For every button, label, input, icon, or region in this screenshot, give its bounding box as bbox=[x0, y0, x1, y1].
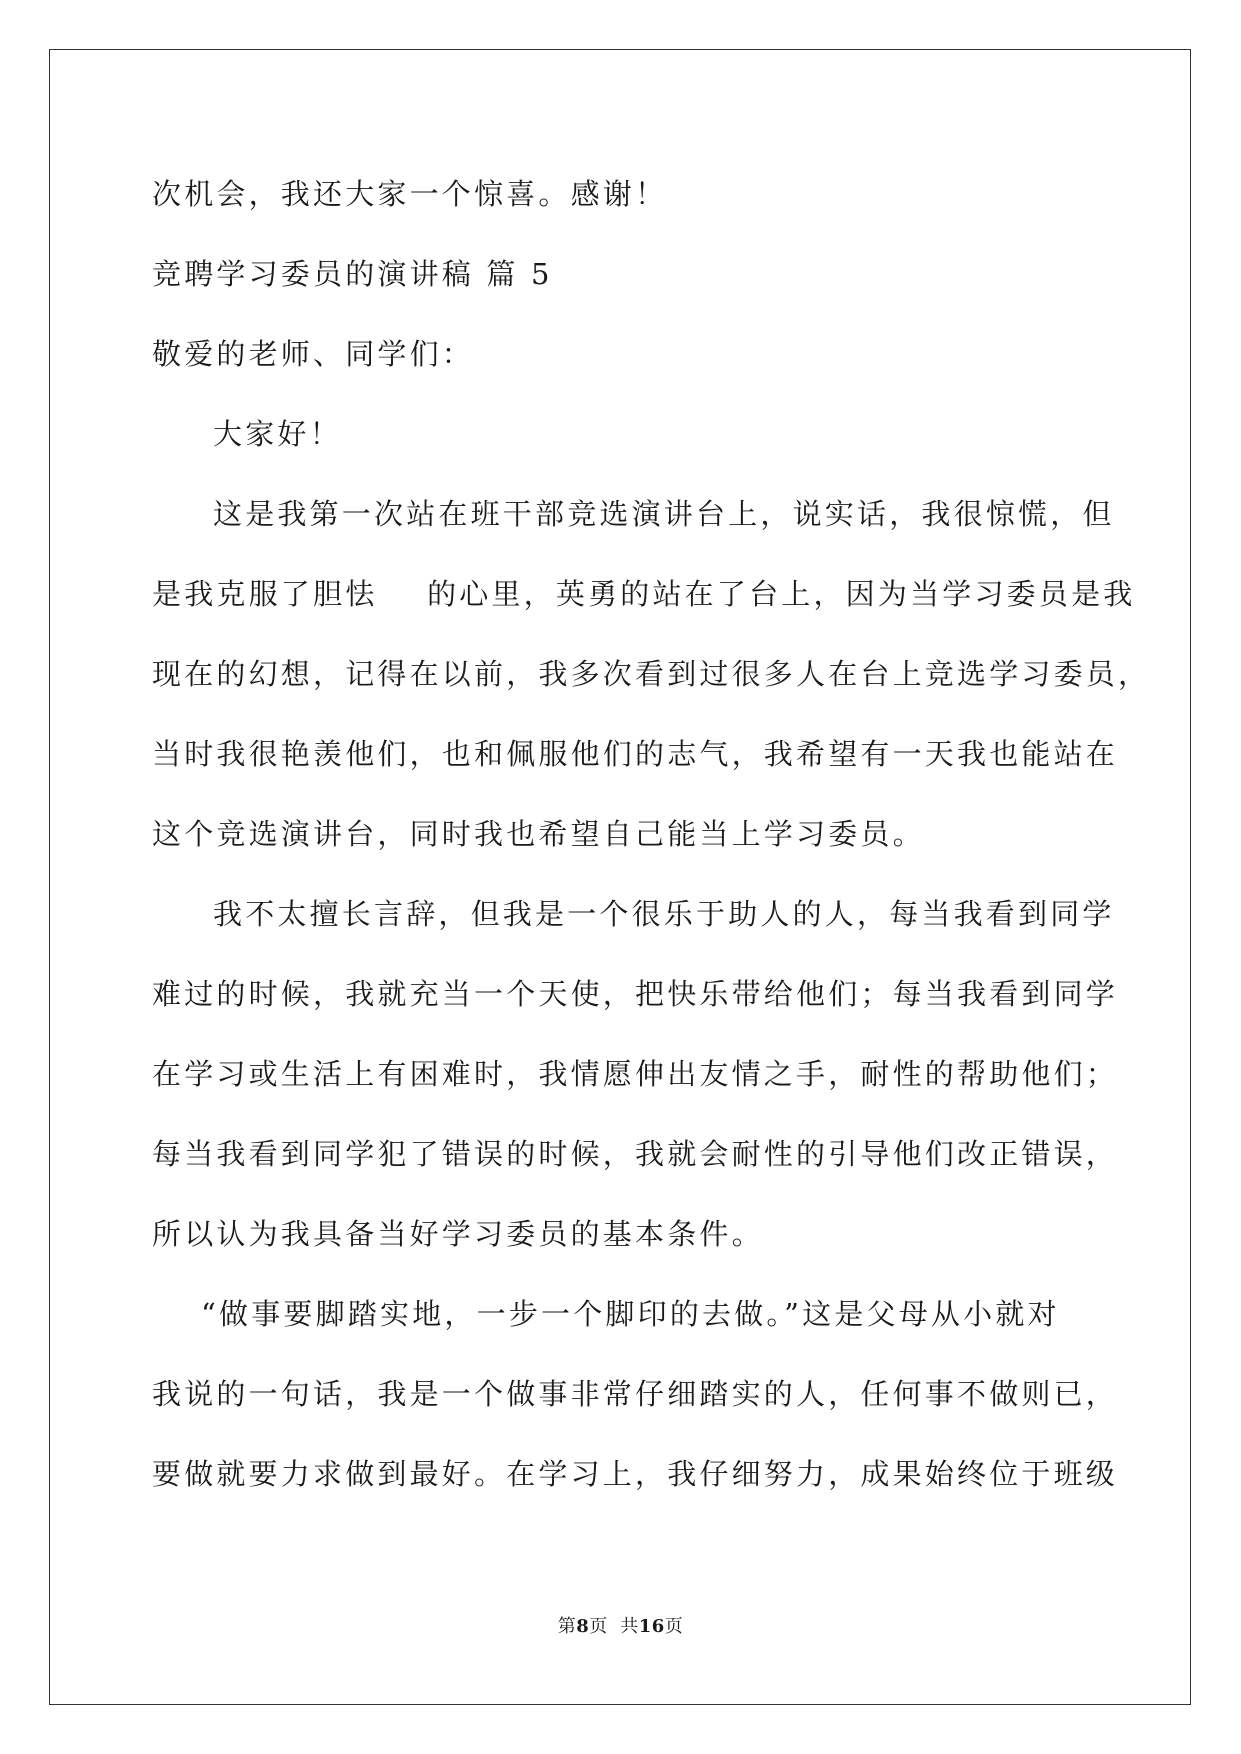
footer-middle: 页 共 bbox=[589, 1616, 639, 1637]
footer-suffix: 页 bbox=[664, 1616, 684, 1637]
paragraph-line: 这是我第一次站在班干部竞选演讲台上，说实话，我很惊慌，但 bbox=[213, 497, 1115, 531]
footer-prefix: 第 bbox=[557, 1616, 577, 1637]
paragraph-line: 所以认为我具备当好学习委员的基本条件。 bbox=[152, 1217, 764, 1251]
paragraph-line: 次机会，我还大家一个惊喜。感谢！ bbox=[152, 177, 668, 211]
total-page-number: 16 bbox=[638, 1616, 665, 1637]
paragraph-line: 这个竞选演讲台，同时我也希望自己能当上学习委员。 bbox=[152, 817, 925, 851]
greeting: 大家好！ bbox=[213, 417, 342, 451]
paragraph-line: 要做就要力求做到最好。在学习上，我仔细努力，成果始终位于班级 bbox=[152, 1457, 1119, 1491]
paragraph-line: 我不太擅长言辞，但我是一个很乐于助人的人，每当我看到同学 bbox=[213, 897, 1115, 931]
paragraph-line: 难过的时候，我就充当一个天使，把快乐带给他们；每当我看到同学 bbox=[152, 977, 1119, 1011]
paragraph-line: 每当我看到同学犯了错误的时候，我就会耐性的引导他们改正错误， bbox=[152, 1137, 1119, 1171]
paragraph-line: 我说的一句话，我是一个做事非常仔细踏实的人，任何事不做则已， bbox=[152, 1377, 1119, 1411]
section-heading: 竞聘学习委员的演讲稿 篇 5 bbox=[152, 257, 553, 291]
page-number-footer bbox=[0, 1612, 1241, 1638]
paragraph-line: 是我克服了胆怯 的心里，英勇的站在了台上，因为当学习委员是我 bbox=[152, 577, 1136, 611]
current-page-number: 8 bbox=[576, 1616, 590, 1637]
paragraph-line: 现在的幻想，记得在以前，我多次看到过很多人在台上竞选学习委员， bbox=[152, 657, 1151, 691]
paragraph-line: “做事要脚踏实地，一步一个脚印的去做。”这是父母从小就对 bbox=[201, 1297, 1060, 1331]
paragraph-line: 当时我很艳羡他们，也和佩服他们的志气，我希望有一天我也能站在 bbox=[152, 737, 1119, 771]
paragraph-line: 在学习或生活上有困难时，我情愿伸出友情之手，耐性的帮助他们； bbox=[152, 1057, 1119, 1091]
salutation: 敬爱的老师、同学们： bbox=[152, 337, 475, 371]
